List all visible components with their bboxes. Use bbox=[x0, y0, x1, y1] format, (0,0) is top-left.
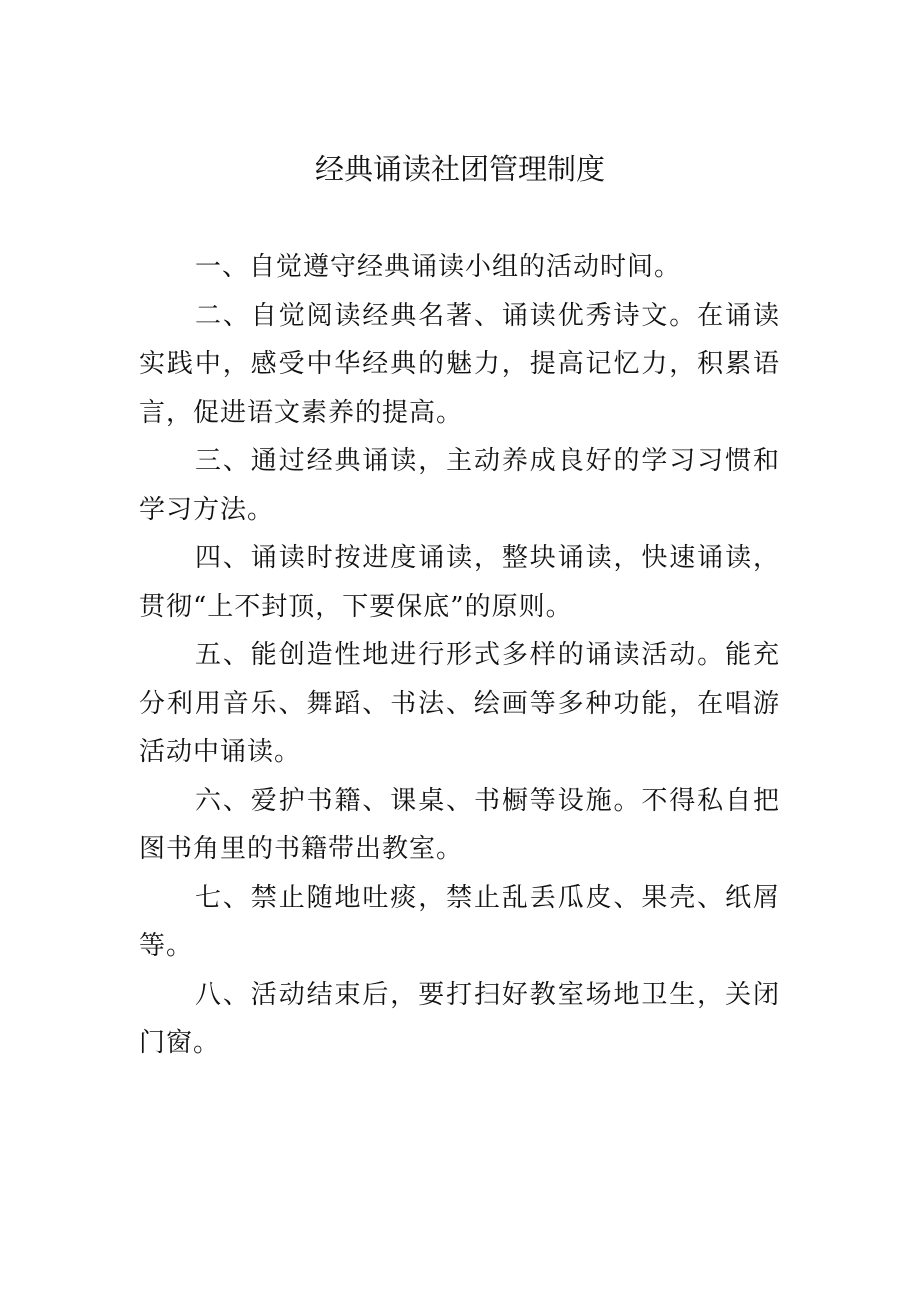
rule-paragraph-1: 一、自觉遵守经典诵读小组的活动时间。 bbox=[195, 252, 682, 282]
rule-paragraph-4: 四、诵读时按进度诵读，整块诵读，快速诵读，贯彻“上不封顶，下要保底”的原则。 bbox=[139, 543, 780, 622]
document-title: 经典诵读社团管理制度 bbox=[314, 152, 605, 186]
rule-paragraph-2: 二、自觉阅读经典名著、诵读优秀诗文。在诵读实践中，感受中华经典的魅力，提高记忆力，积累语言，促进语文素养的提高。 bbox=[139, 300, 780, 428]
rule-paragraph-3: 三、通过经典诵读，主动养成良好的学习习惯和学习方法。 bbox=[139, 446, 780, 525]
document-body bbox=[139, 243, 780, 1068]
rule-paragraph-8: 八、活动结束后，要打扫好教室场地卫生，关闭门窗。 bbox=[139, 979, 780, 1058]
rule-paragraph-5: 五、能创造性地进行形式多样的诵读活动。能充分利用音乐、舞蹈、书法、绘画等多种功能，在唱游活动中诵读。 bbox=[139, 640, 780, 767]
rule-paragraph-7: 七、禁止随地吐痰，禁止乱丢瓜皮、果壳、纸屑等。 bbox=[139, 882, 780, 961]
rule-paragraph-6: 六、爱护书籍、课桌、书橱等设施。不得私自把图书角里的书籍带出教室。 bbox=[139, 785, 780, 864]
